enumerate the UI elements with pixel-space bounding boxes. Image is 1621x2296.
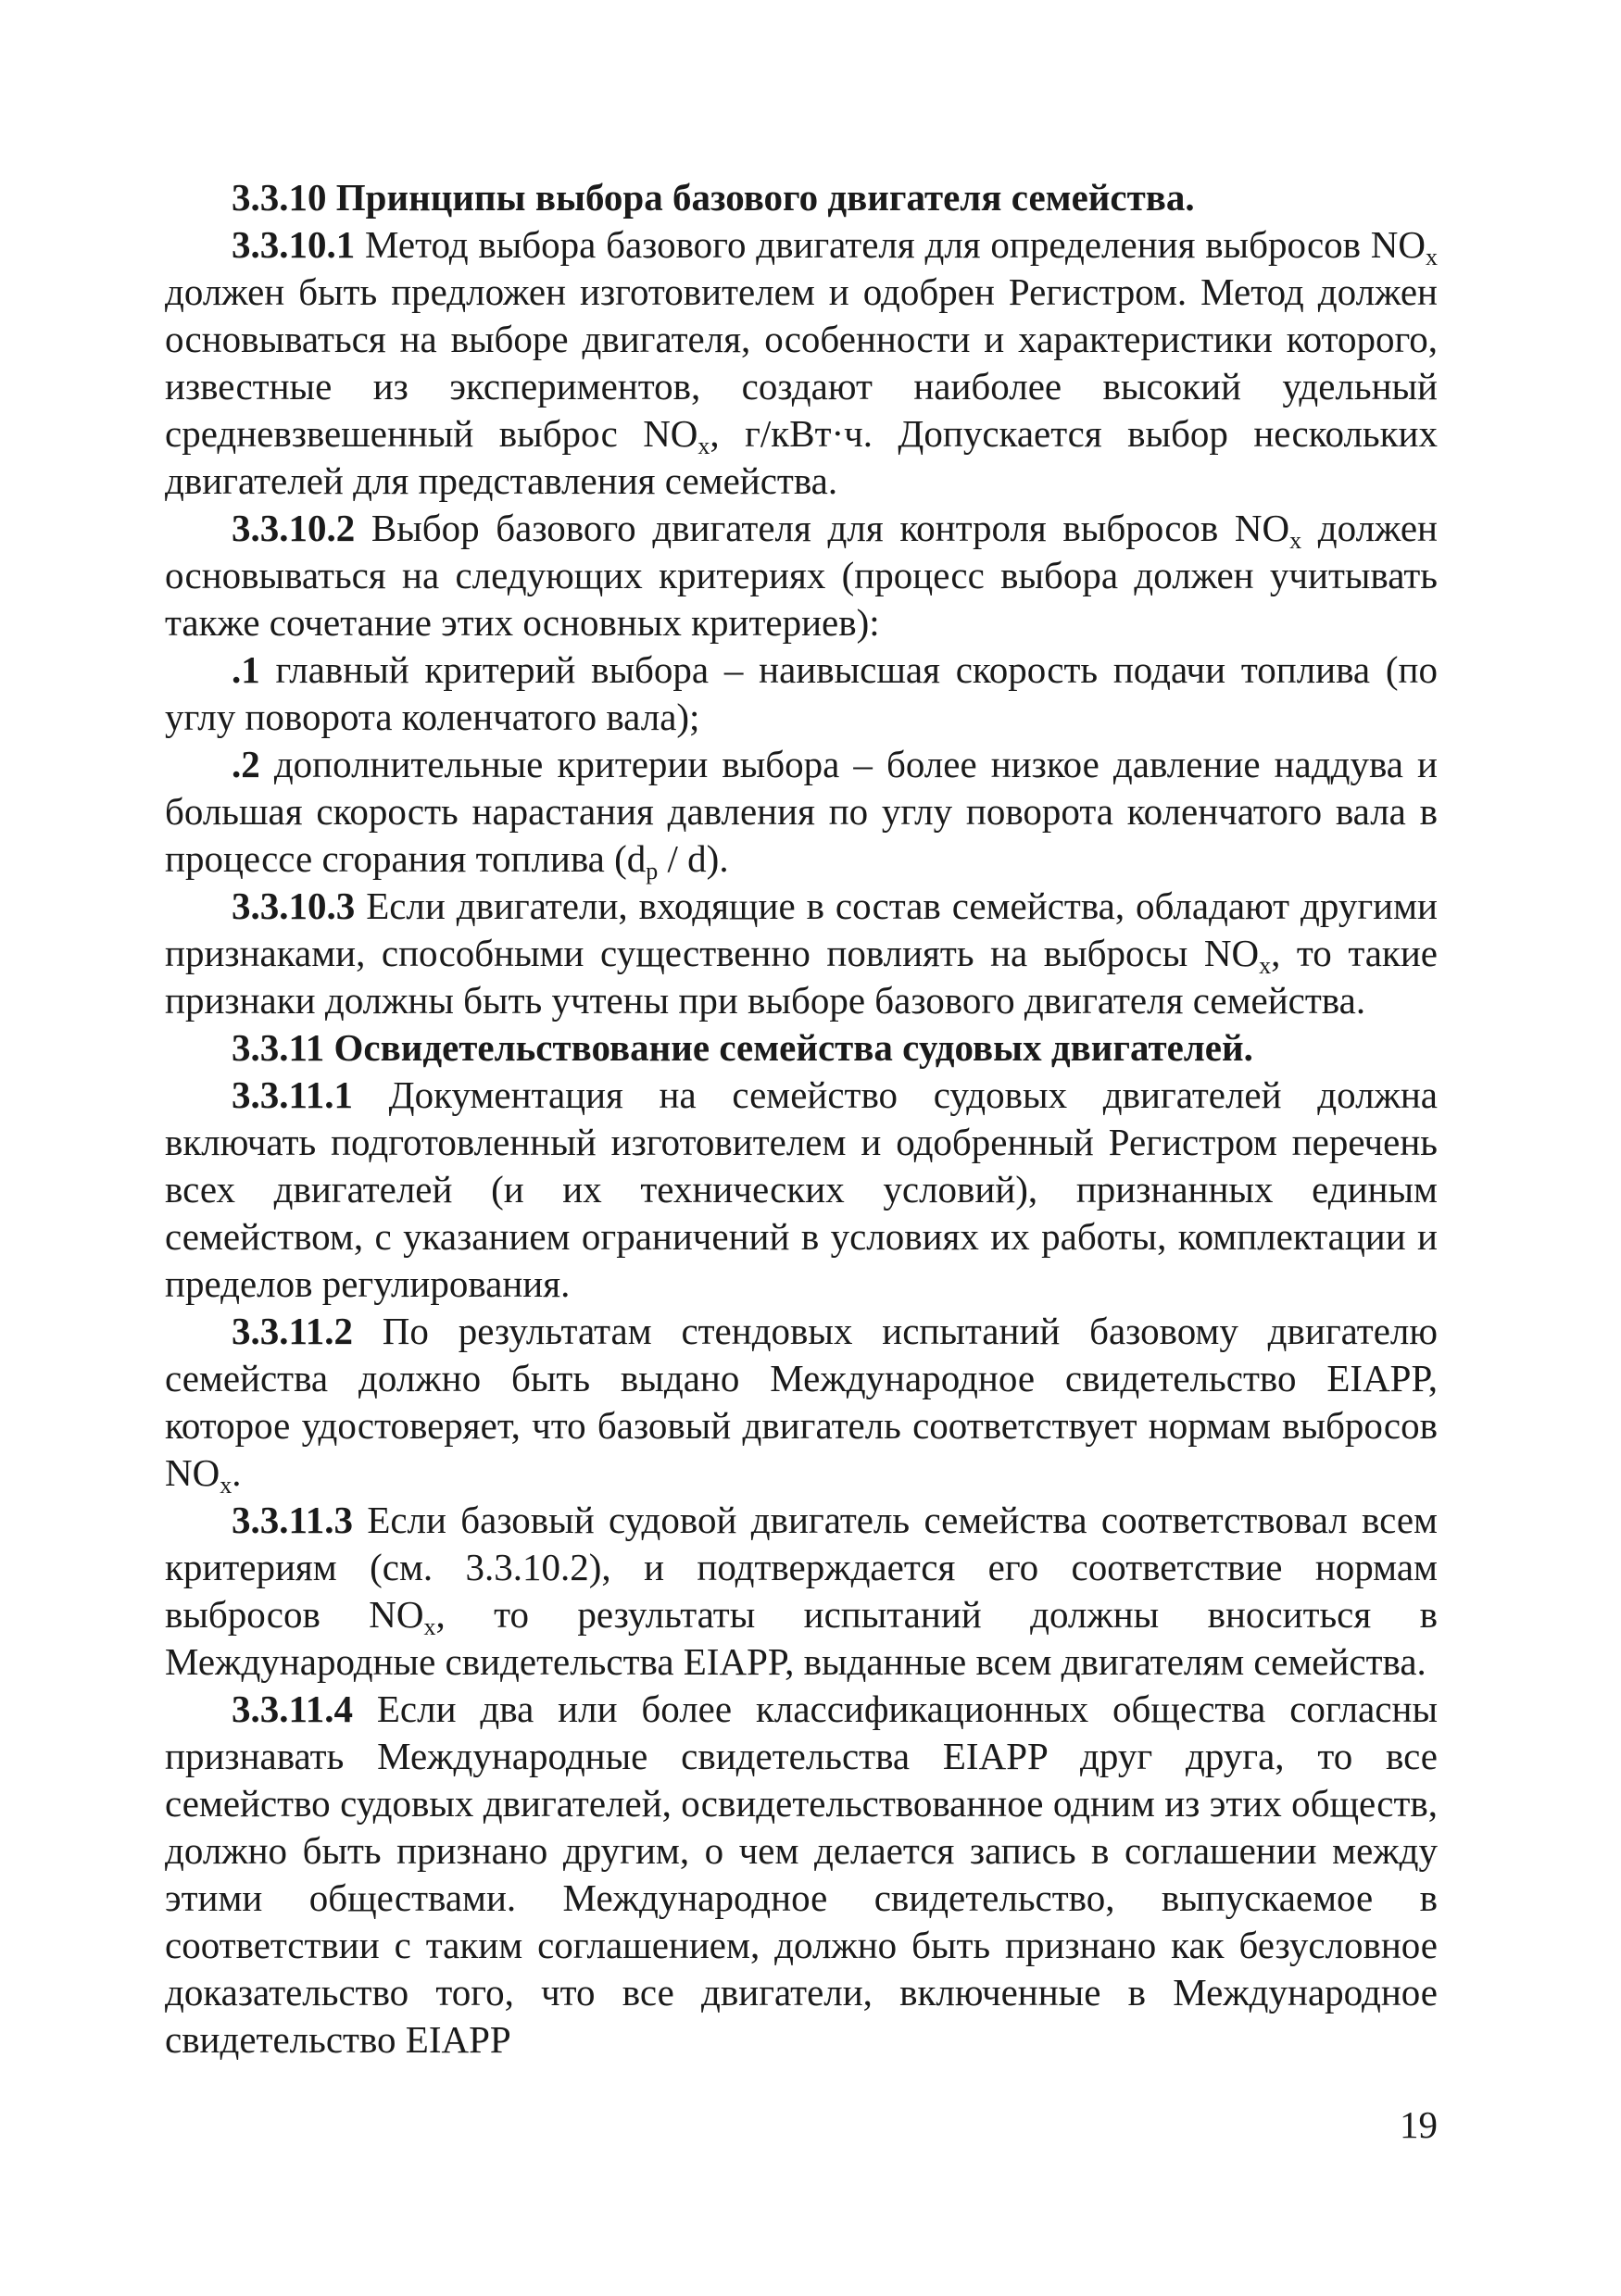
paragraph-text: , то такие признаки должны быть учтены при выборе базового двигателя семейства. <box>165 932 1438 1022</box>
paragraph <box>165 221 1438 505</box>
paragraph-text: , г/кВт·ч. Допускается выбор нескольких двигателей для представления семейства. <box>165 412 1438 502</box>
paragraph-text: По результатам стендовых испытаний базовому двигателю семейства должно быть выдано Международное свидетельство EIAPP, которое удостоверяет, что базовый двигатель соответствует нормам выбросов NO <box>165 1310 1438 1494</box>
paragraph <box>165 1308 1438 1497</box>
list-marker: .2 <box>232 743 260 785</box>
paragraph <box>165 1072 1438 1308</box>
clause-number: 3.3.10.2 <box>232 507 356 549</box>
paragraph-text: Метод выбора базового двигателя для определения выбросов NO <box>355 223 1426 266</box>
paragraph-text: Если базовый судовой двигатель семейства соответствовал всем критериям (см. 3.3.10.2), и подтверждается его соответствие нормам выбросов NO <box>165 1499 1438 1636</box>
paragraph-text: Документация на семейство судовых двигателей должна включать подготовленный изготовителем и одобренный Регистром перечень всех двигателей (и их технических условий), признанных единым семейством, с указанием ограничений в условиях их работы, комплектации и пределов регулирования. <box>165 1073 1438 1305</box>
list-item <box>165 646 1438 741</box>
paragraph-text: дополнительные критерии выбора – более низкое давление наддува и большая скорость нарастания давления по углу поворота коленчатого вала в процессе сгорания топлива (d <box>165 743 1438 880</box>
paragraph-text: , то результаты испытаний должны вноситься в Международные свидетельства EIAPP, выданные всем двигателям семейства. <box>165 1593 1438 1683</box>
paragraph-text: Если двигатели, входящие в состав семейства, обладают другими признаками, способными существенно повлиять на выбросы NO <box>165 885 1438 974</box>
list-marker: .1 <box>232 648 260 691</box>
paragraph-text: главный критерий выбора – наивысшая скорость подачи топлива (по углу поворота коленчатого вала); <box>165 648 1438 738</box>
clause-number: 3.3.11.3 <box>232 1499 353 1541</box>
clause-number: 3.3.11.2 <box>232 1310 353 1352</box>
paragraph-text: . <box>232 1451 242 1494</box>
paragraph-text: Выбор базового двигателя для контроля выбросов NO <box>355 507 1290 549</box>
paragraph-text: Если два или более классификационных общества согласны признавать Международные свидетельства EIAPP друг друга, то все семейство судовых двигателей, освидетельствованное одним из этих обществ, должно быть признано другим, о чем делается запись в соглашении между этими обществами. Международное свидетельство, выпускаемое в соответствии с таким соглашением, должно быть признано как безусловное доказательство того, что все двигатели, включенные в Международное свидетельство EIAPP <box>165 1687 1438 2061</box>
document-body <box>165 174 1438 2064</box>
paragraph <box>165 1497 1438 1686</box>
list-item <box>165 741 1438 883</box>
paragraph-text: / d). <box>658 837 729 880</box>
paragraph <box>165 883 1438 1024</box>
subscript: x <box>220 1472 232 1499</box>
subscript: x <box>1289 527 1302 554</box>
section-heading: 3.3.10 Принципы выбора базового двигателя семейства. <box>232 176 1195 219</box>
section-heading: 3.3.11 Освидетельствование семейства судовых двигателей. <box>232 1026 1253 1069</box>
clause-number: 3.3.11.1 <box>232 1073 353 1116</box>
clause-number: 3.3.10.1 <box>232 223 356 266</box>
page-number: 19 <box>1400 2103 1438 2146</box>
subscript: x <box>423 1613 436 1640</box>
paragraph-text: должен основываться на следующих критериях (процесс выбора должен учитывать также сочетание этих основных критериев): <box>165 507 1438 644</box>
subscript: x <box>1426 244 1438 270</box>
clause-number: 3.3.11.4 <box>232 1687 353 1730</box>
clause-number: 3.3.10.3 <box>232 885 356 927</box>
paragraph <box>165 505 1438 646</box>
subscript: x <box>697 433 710 459</box>
subscript: p <box>646 858 659 885</box>
subscript: x <box>1259 952 1272 979</box>
paragraph-text: должен быть предложен изготовителем и одобрен Регистром. Метод должен основываться на выборе двигателя, особенности и характеристики которого, известные из экспериментов, создают наиболее высокий удельный средневзвешенный выброс NO <box>165 270 1438 455</box>
paragraph <box>165 1686 1438 2064</box>
